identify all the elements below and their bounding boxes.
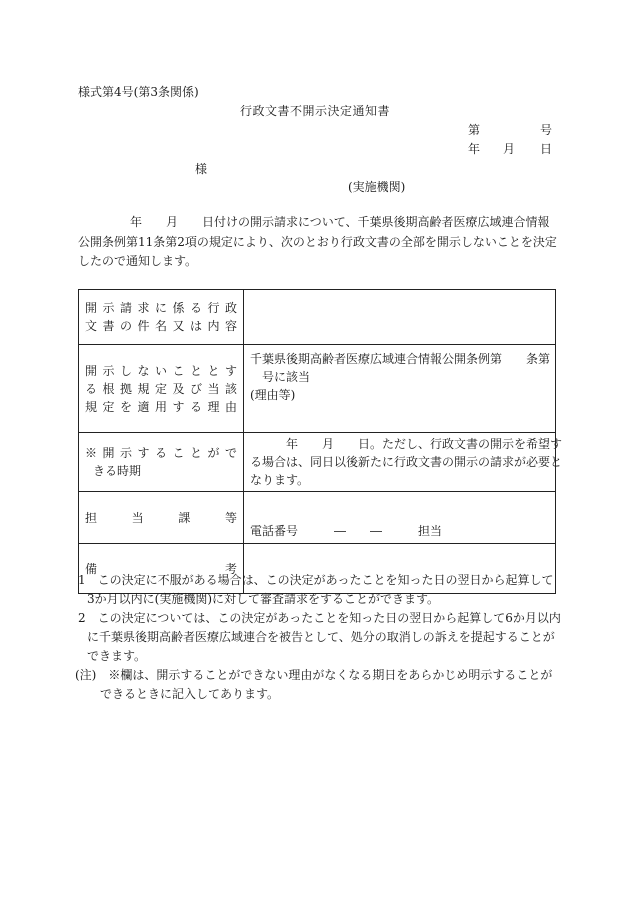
remarks-label: 備考 (85, 561, 237, 576)
form-number: 様式第4号(第3条関係) (78, 85, 199, 99)
notes-section (75, 571, 561, 704)
department-value-cell[interactable] (244, 492, 556, 544)
note-3-line-1: (注) ※欄は、開示することができない理由がなくなる期日をあらかじめ明示することが (75, 668, 553, 682)
subject-label-cell (79, 290, 244, 345)
body-line-2: 公開条例第11条第2項の規定により、次のとおり行政文書の全部を開示しないことを決定 (78, 234, 557, 249)
reason-label-line-2: る根拠規定及び当該 (85, 381, 237, 396)
subject-label-line-1: 開示請求に係る行政 (85, 301, 237, 315)
reason-label-line-3: 規定を適用する理由 (85, 399, 237, 414)
phone-contact-line: 電話番号 ― ― 担当 (250, 524, 443, 538)
reason-value-line-3: (理由等) (250, 388, 296, 402)
table-row (79, 492, 556, 544)
table-row (79, 433, 556, 492)
date-year: 年 (468, 142, 481, 156)
note-2-line-3: できます。 (87, 649, 147, 663)
note-3-line-2: できるときに記入してあります。 (100, 687, 280, 701)
addressee-suffix: 様 (195, 162, 208, 176)
subject-value-cell[interactable] (244, 290, 556, 345)
issuing-agency: (実施機関) (348, 180, 406, 194)
note-1-line-2: 3か月以内に(実施機関)に対して審査請求をすることができます。 (87, 592, 440, 606)
disclosure-time-label-line-2: きる時期 (93, 464, 142, 478)
document-title: 行政文書不開示決定通知書 (239, 104, 390, 118)
decision-table (78, 289, 563, 594)
subject-label-line-2: 文書の件名又は内容 (85, 319, 237, 333)
body-line-3: したので通知します。 (78, 254, 198, 268)
reason-value-cell[interactable] (244, 345, 556, 433)
body-line-1: 年 月 日付けの開示請求について、千葉県後期高齢者医療広域連合情報 (130, 215, 550, 229)
disclosure-time-label-line-1: ※開示することがで (85, 446, 237, 460)
department-label-cell (79, 492, 244, 544)
note-1-line-1: 1 この決定に不服がある場合は、この決定があったことを知った日の翌日から起算して (78, 573, 554, 587)
date-month: 月 (503, 142, 516, 156)
department-label: 担当課等 (85, 510, 237, 525)
document-number-prefix: 第 (468, 123, 481, 137)
note-2-line-2: に千葉県後期高齢者医療広域連合を被告として、処分の取消しの訴えを提起することが (87, 630, 555, 644)
disclosure-time-value-line-2: る場合は、同日以後新たに行政文書の開示の請求が必要と (250, 455, 563, 469)
disclosure-time-value-cell[interactable] (244, 433, 563, 492)
disclosure-time-value-line-1: 年 月 日。ただし、行政文書の開示を希望す (250, 437, 563, 451)
table-row (79, 345, 556, 433)
date-day: 日 (540, 142, 553, 156)
disclosure-time-label-cell (79, 433, 244, 492)
notice-body (78, 213, 558, 272)
reason-value-line-2: 号に該当 (250, 370, 311, 384)
document-number-suffix: 号 (540, 123, 553, 137)
note-2-line-1: 2 この決定については、この決定があったことを知った日の翌日から起算して6か月以内 (78, 611, 561, 625)
reason-value-line-1: 千葉県後期高齢者医療広域連合情報公開条例第 条第 (250, 352, 551, 366)
table-row (79, 290, 556, 345)
reason-label-line-1: 開示しないこととす (85, 363, 237, 378)
disclosure-time-value-line-3: なります。 (250, 473, 310, 487)
reason-label-cell (79, 345, 244, 433)
